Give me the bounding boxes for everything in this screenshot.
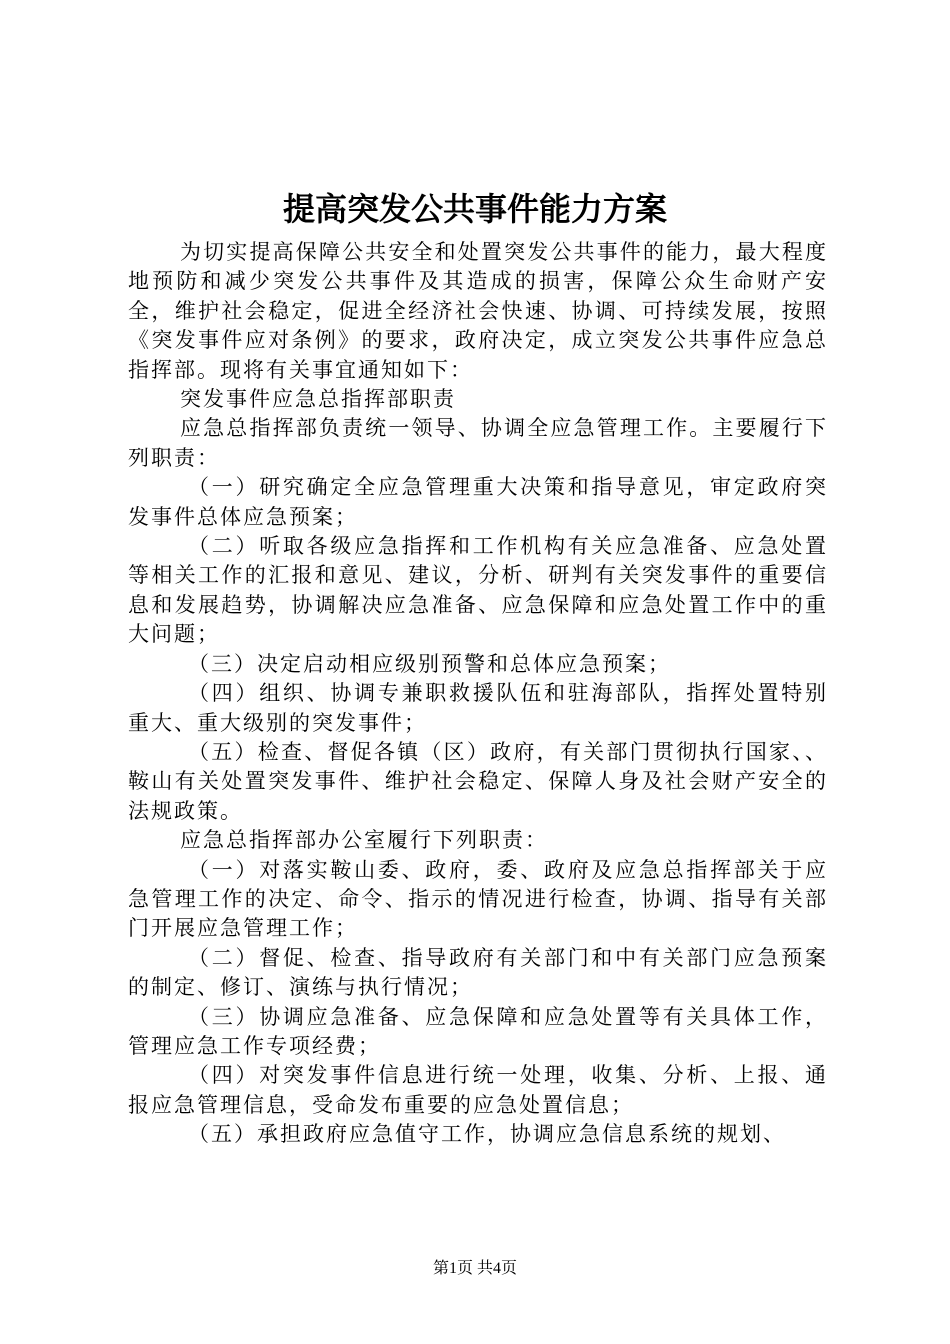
list-item: （五）检查、督促各镇（区）政府，有关部门贯彻执行国家、、鞍山有关处置突发事件、维护社会稳定、保障人身及社会财产安全的法规政策。 [128, 739, 828, 823]
intro-paragraph: 为切实提高保障公共安全和处置突发公共事件的能力，最大程度地预防和减少突发公共事件及其造成的损害，保障公众生命财产安全，维护社会稳定，促进全经济社会快速、协调、可持续发展，按照《突发事件应对条例》的要求，政府决定，成立突发公共事件应急总指挥部。现将有关事宜通知如下： [128, 240, 828, 382]
document-title: 提高突发公共事件能力方案 [282, 190, 667, 228]
paragraph: 应急总指挥部负责统一领导、协调全应急管理工作。主要履行下列职责： [128, 416, 828, 470]
paragraph: 应急总指挥部办公室履行下列职责： [180, 828, 548, 853]
list-item: （四）组织、协调专兼职救援队伍和驻海部队，指挥处置特别重大、重大级别的突发事件； [128, 681, 828, 735]
list-item: （三）决定启动相应级别预警和总体应急预案； [188, 651, 671, 676]
page-footer: 第1页 共4页 [432, 1260, 517, 1277]
list-item: （五）承担政府应急值守工作，协调应急信息系统的规划、 [188, 1122, 786, 1147]
list-item: （二）听取各级应急指挥和工作机构有关应急准备、应急处置等相关工作的汇报和意见、建议，分析、研判有关突发事件的重要信息和发展趋势，协调解决应急准备、应急保障和应急处置工作中的重大问题； [128, 534, 828, 647]
document-body [128, 238, 828, 1150]
list-item: （四）对突发事件信息进行统一处理，收集、分析、上报、通报应急管理信息，受命发布重要的应急处置信息； [128, 1063, 828, 1117]
list-item: （一）研究确定全应急管理重大决策和指导意见，审定政府突发事件总体应急预案； [128, 475, 828, 529]
section-heading: 突发事件应急总指挥部职责 [180, 387, 456, 412]
list-item: （一）对落实鞍山委、政府，委、政府及应急总指挥部关于应急管理工作的决定、命令、指示的情况进行检查，协调、指导有关部门开展应急管理工作； [128, 857, 828, 941]
list-item: （二）督促、检查、指导政府有关部门和中有关部门应急预案的制定、修订、演练与执行情况； [128, 945, 828, 1000]
list-item: （三）协调应急准备、应急保障和应急处置等有关具体工作，管理应急工作专项经费； [128, 1004, 828, 1058]
